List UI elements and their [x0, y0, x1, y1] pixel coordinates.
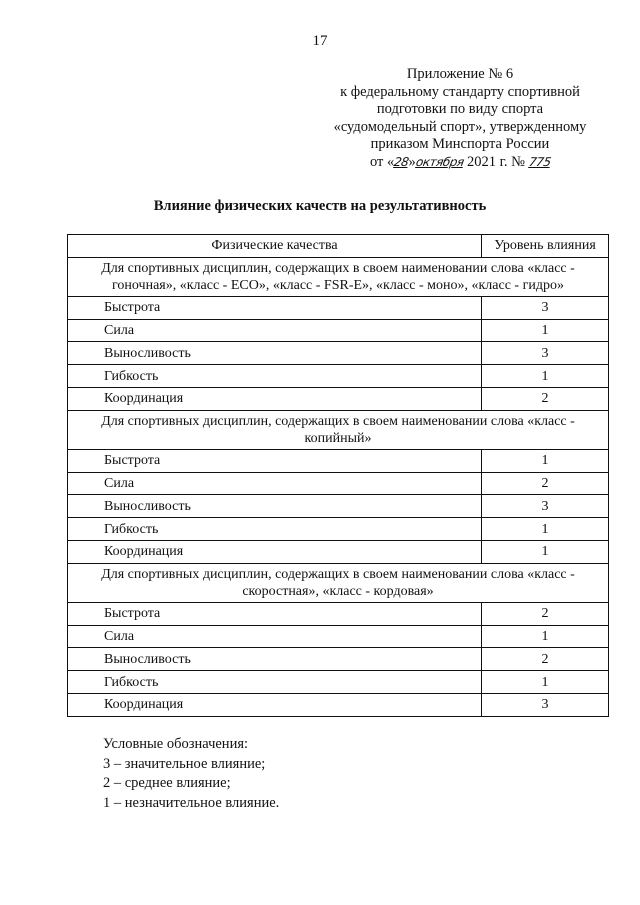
handwritten-month: октября	[414, 154, 465, 169]
level-cell: 1	[482, 671, 609, 694]
group-caption: Для спортивных дисциплин, содержащих в своем наименовании слова «класс - скоростная», «класс - кордовая»	[68, 563, 609, 602]
level-cell: 1	[482, 518, 609, 541]
table-row	[68, 648, 609, 671]
quality-cell: Гибкость	[68, 518, 482, 541]
quality-cell: Быстрота	[68, 296, 482, 319]
level-cell: 3	[482, 495, 609, 518]
table-row	[68, 365, 609, 388]
quality-cell: Гибкость	[68, 671, 482, 694]
appendix-line: к федеральному стандарту спортивной	[340, 83, 580, 100]
quality-cell: Координация	[68, 540, 482, 563]
table-row	[68, 495, 609, 518]
level-cell: 1	[482, 319, 609, 342]
legend-item: 2 – среднее влияние;	[103, 775, 231, 791]
influence-table	[67, 234, 609, 717]
date-prefix: от «	[369, 153, 395, 170]
quality-cell: Выносливость	[68, 648, 482, 671]
legend-item: 1 – незначительное влияние.	[103, 794, 280, 811]
group-caption-row	[68, 257, 609, 296]
group-caption: Для спортивных дисциплин, содержащих в своем наименовании слова «класс - копийный»	[68, 410, 609, 449]
quality-cell: Координация	[68, 693, 482, 716]
handwritten-order-number: 775	[527, 154, 552, 169]
level-cell: 2	[482, 472, 609, 495]
group-caption: Для спортивных дисциплин, содержащих в своем наименовании слова «класс - гоночная», «класс - ЕСО», «класс - FSR-E», «класс - моно», «класс - гидро»	[68, 257, 609, 296]
handwritten-day: 28	[393, 154, 410, 169]
quality-cell: Выносливость	[68, 342, 482, 365]
group-caption-row	[68, 563, 609, 602]
legend-item: 3 – значительное влияние;	[103, 755, 266, 772]
appendix-line: «судомодельный спорт», утвержденному	[333, 118, 587, 135]
quality-cell: Сила	[68, 472, 482, 495]
appendix-header	[330, 66, 590, 171]
level-cell: 3	[482, 296, 609, 319]
group-caption-row	[68, 410, 609, 449]
quality-cell: Гибкость	[68, 365, 482, 388]
order-date-line	[330, 154, 590, 172]
appendix-line: Приложение № 6	[406, 66, 514, 82]
date-mid: »	[408, 153, 416, 170]
table-row	[68, 449, 609, 472]
quality-cell: Быстрота	[68, 602, 482, 625]
table-row	[68, 540, 609, 563]
quality-cell: Сила	[68, 625, 482, 648]
table-row	[68, 693, 609, 716]
quality-cell: Сила	[68, 319, 482, 342]
table-header-row	[68, 235, 609, 258]
page-number: 17	[312, 33, 328, 49]
table-row	[68, 602, 609, 625]
level-cell: 1	[482, 365, 609, 388]
table-row	[68, 319, 609, 342]
level-cell: 2	[482, 387, 609, 410]
level-cell: 3	[482, 693, 609, 716]
table-row	[68, 671, 609, 694]
table-row	[68, 625, 609, 648]
table-body	[68, 257, 609, 716]
table-row	[68, 342, 609, 365]
date-year: 2021 г. №	[463, 153, 529, 170]
quality-cell: Координация	[68, 387, 482, 410]
quality-cell: Быстрота	[68, 449, 482, 472]
table-row	[68, 518, 609, 541]
level-cell: 2	[482, 648, 609, 671]
appendix-line: приказом Минспорта России	[370, 136, 550, 152]
level-cell: 2	[482, 602, 609, 625]
header-level: Уровень влияния	[482, 235, 609, 258]
table-row	[68, 296, 609, 319]
header-quality: Физические качества	[68, 235, 482, 258]
quality-cell: Выносливость	[68, 495, 482, 518]
level-cell: 3	[482, 342, 609, 365]
appendix-line: подготовки по виду спорта	[376, 101, 544, 117]
level-cell: 1	[482, 449, 609, 472]
legend-title: Условные обозначения:	[103, 736, 249, 752]
document-title: Влияние физических качеств на результативность	[153, 198, 487, 214]
level-cell: 1	[482, 540, 609, 563]
level-cell: 1	[482, 625, 609, 648]
legend	[103, 735, 279, 813]
table-row	[68, 387, 609, 410]
table-row	[68, 472, 609, 495]
